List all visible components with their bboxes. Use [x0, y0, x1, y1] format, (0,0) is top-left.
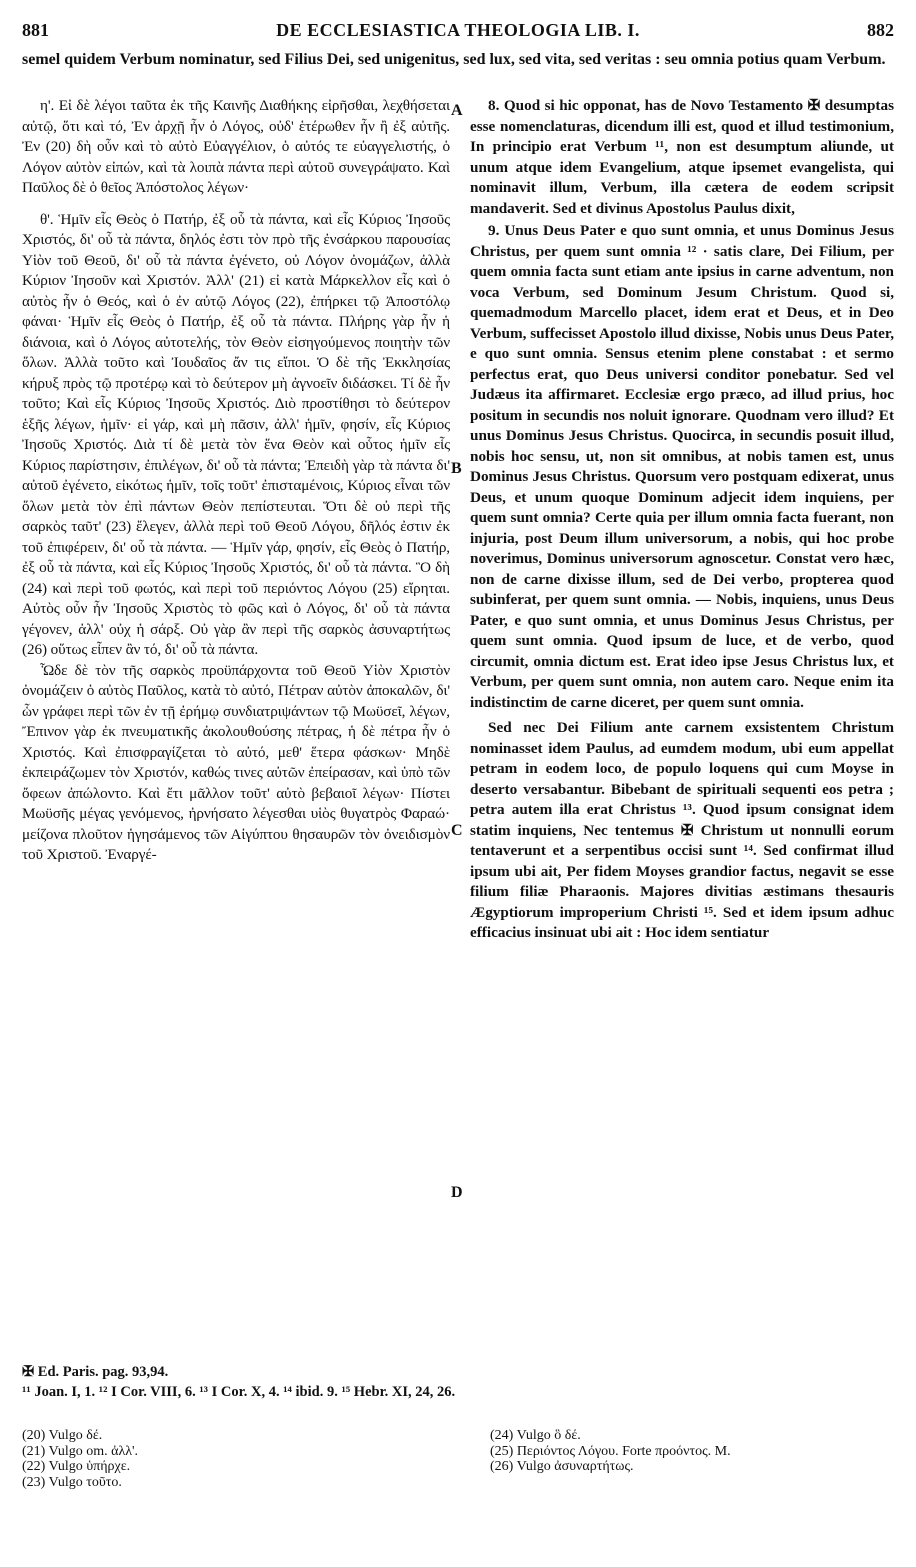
margin-letter-c: C — [451, 822, 463, 839]
footnote-24: (24) Vulgo ὃ δέ. — [490, 1428, 581, 1443]
latin-paragraph-8: 8. Quod si hic opponat, has de Novo Testamento ✠ desumptas esse nomenclaturas, dicendum illi est, quod et illud testimonium, In principio erat Verbum ¹¹, non est desumptum aliunde, ut unum atque idem Evangelium, atque ipsemet evangelista, qui nominavit illum, Verbum, illa cætera de eodem scripsit mandaverit. Sed et divinus Apostolus Paulus dixit, — [470, 97, 894, 217]
greek-paragraph-9: θ'. Ἡμῖν εἷς Θεὸς ὁ Πατήρ, ἐξ οὗ τὰ πάντα, καὶ εἷς Κύριος Ἰησοῦς Χριστός, δι' οὗ τὰ πάντα, δηλός ἐστι τὸν πρὸ τῆς ἐνσάρκου παρουσίας Υἱὸν τοῦ Θεοῦ, δι' οὗ τὰ πάντα ἐγένετο, οὐ Λόγον ὀνομάζων, ἀλλὰ Κύριον Ἰησοῦν καὶ Χριστόν. Ἀλλ' (21) εἰ κατὰ Μάρκελλον εἷς καὶ ὁ αὐτὸς ἦν ὁ Θεός, καὶ ὁ ἐν αὐτῷ Λόγος (22), ἐπήρκει τῷ Ἀποστόλῳ φάναι· Ἡμῖν εἷς Θεὸς ὁ Πατήρ, ἐξ οὗ τὰ πάντα. Πλήρης γὰρ ἦν ἡ διάνοια, καὶ ὁ Λόγος αὐτοτελής, τὸν Θεὸν εἰσηγούμενος ποιητὴν τῶν ὅλων. Ἀλλὰ τοῦτο καὶ Ἰουδαῖος ἄν τις εἴποι. Ὁ δὲ τῆς Ἐκκλησίας κήρυξ πρὸς τῷ προτέρῳ καὶ τὸ δεύτερον μὴ ἀγνοεῖν διδάσκει. Τί δὲ ἦν τοῦτο; Καὶ εἷς Κύριος Ἰησοῦς Χριστός. Διὸ προστίθησι τὸ δεύτερον ἑξῆς λέγων, ἡμῖν· εἰ γάρ, καὶ μὴ πᾶσιν, ἀλλ' ἡμῖν, φησίν, εἷς Κύριος Ἰησοῦς Χριστός. Διὰ τί δὲ μετὰ τὸν ἕνα Θεὸν καὶ οὗτος ἡμῖν εἷς Κύριος παρίστησιν, ἐπιλέγων, δι' οὗ τὰ πάντα; Ἐπειδὴ γὰρ τὰ πάντα δι' αὐτοῦ ἐγένετο, εἰκότως ἡμῖν, τοῖς τοῦτ' ἐπισταμένοις, Κύριος εἶναι τῶν ὅλων μετὰ τὸν ἐπὶ πάντων Θεὸν πεπίστευται. Ὅτι δὲ οὐ περὶ τῆς σαρκὸς ταῦτ' (23) ἔλεγεν, ἀλλὰ περὶ τοῦ Θεοῦ Λόγου, δῆλός ἐστιν ἐκ τοῦ ἐπιφέρειν, δι' οὗ τὰ πάντα. — Ἡμῖν γάρ, φησίν, εἷς Θεὸς ὁ Πατήρ, ἐξ οὗ τὰ πάντα, καὶ εἷς Κύριος Ἰησοῦς Χριστός, δι' οὗ τὰ πάντα. Ὃ δὴ (24) καὶ περὶ τοῦ φωτός, καὶ περὶ τοῦ περιόντος Λόγου (25) εἴρηται. Αὐτὸς οὖν ἦν Ἰησοῦς Χριστὸς τὸ φῶς καὶ ὁ Λόγος, δι' οὗ τὰ πάντα γέγονεν, ἀλλ' οὐχ ἡ σάρξ. Οὐ γὰρ ἂν περὶ τῆς σαρκὸς ἀσυναρτήτως (26) οὕτως εἶπεν ἂν τό, δι' οὗ τὰ πάντα. — [22, 210, 450, 658]
running-header — [22, 20, 894, 46]
page-number-right: 882 — [867, 20, 894, 40]
scripture-references: ¹¹ Joan. I, 1. ¹² I Cor. VIII, 6. ¹³ I Cor. X, 4. ¹⁴ ibid. 9. ¹⁵ Hebr. XI, 24, 26. — [22, 1384, 456, 1400]
margin-letter-b: B — [451, 460, 462, 477]
latin-paragraph-continuation: Sed nec Dei Filium ante carnem exsistentem Christum nominasset idem Paulus, ad eumdem modum, ubi eum appellat petram in eodem loco, de populo loquens qui cum Moyse in deserto versabantur. Bibebant de spirituali sequenti eos petra ; petra autem illa erat Christus ¹³. Quod ipsum consignat idem statim inquiens, Nec tentemus ✠ Christum ut nonnulli eorum tentaverunt et a serpentibus occisi sunt ¹⁴. Sed confirmat illud ipsum ubi ait, Per fidem Moyses grandior factus, negavit se esse filium filiæ Pharaonis. Majores divitias æstimans thesauris Ægyptiorum improperium Christi ¹⁵. Sed et idem ipsum adhuc efficacius insinuat ubi ait : Hoc idem sentiatur — [470, 719, 894, 941]
page-number-left: 881 — [22, 20, 49, 40]
greek-column — [22, 96, 450, 866]
footnote-21: (21) Vulgo om. ἀλλ'. — [22, 1443, 139, 1459]
running-title: DE ECCLESIASTICA THEOLOGIA LIB. I. — [276, 20, 640, 40]
footnote-25: (25) Περιόντος Λόγου. Forte προόντος. M. — [490, 1443, 731, 1459]
footnotes-right — [490, 1428, 890, 1475]
margin-letter-d: D — [451, 1184, 463, 1201]
footnote-23: (23) Vulgo τοῦτο. — [22, 1474, 122, 1490]
footnote-20: (20) Vulgo δέ. — [22, 1428, 103, 1443]
greek-paragraph-continuation: Ὧδε δὲ τὸν τῆς σαρκὸς προϋπάρχοντα τοῦ Θεοῦ Υἱὸν Χριστὸν ὀνομάζειν ὁ αὐτὸς Παῦλος, κατὰ τὸ αὐτό, Πέτραν αὐτὸν ἀποκαλῶν, δι' ὧν γράφει περὶ τῶν ἐν τῇ ἐρήμῳ συνδιατριψάντων τῷ Μωϋσεῖ, λέγων, Ἔπινον γὰρ ἐκ πνευματικῆς ἀκολουθούσης πέτρας, ἡ δὲ πέτρα ἦν ὁ Χριστός. Καὶ ἐπισφραγίζεται τὸ αὐτό, μεθ' ἕτερα φάσκων· Μηδὲ ἐκπειράζωμεν τὸν Χριστόν, καθώς τινες αὐτῶν ἐπείρασαν, καὶ ὑπὸ τῶν ὄφεων ἀπώλοντο. Καὶ ἔτι μᾶλλον τοῦτ' αὐτὸ βεβαιοῖ λέγων· Πίστει Μωϋσῆς μέγας γενόμενος, ἠρνήσατο λέγεσθαι υἱὸς θυγατρὸς Φαραώ· μείζονα πλοῦτον ἡγησάμενος τῶν Αἰγύπτου θησαυρῶν τὸν ὀνειδισμὸν τοῦ Χριστοῦ. Ἐναργέ- — [22, 661, 450, 863]
edition-note: ✠ Ed. Paris. pag. 93,94. — [22, 1364, 169, 1380]
footnotes-references — [22, 1362, 894, 1402]
footnote-22: (22) Vulgo ὑπήρχε. — [22, 1459, 131, 1474]
footnote-26: (26) Vulgo ἀσυναρτήτως. — [490, 1459, 634, 1474]
margin-letter-a: A — [451, 102, 463, 119]
greek-paragraph-8: η'. Εἰ δὲ λέγοι ταῦτα ἐκ τῆς Καινῆς Διαθήκης εἰρῆσθαι, λεχθήσεται αὐτῷ, ὅτι καὶ τό, Ἐν ἀρχῇ ἦν ὁ Λόγος, οὐδ' ἑτέρωθεν ἦν ἢ ἐξ αὐτῆς. Ἐν (20) δὴ οὖν καὶ τὸ αὐτὸ Εὐαγγέλιον, ὁ αὐτός τε εὐαγγελιστής, ὁ Λόγον αὐτὸν εἰπών, καὶ τὰ λοιπὰ πάντα περὶ αὐτοῦ συνεγράψατο. Καὶ Παῦλος δὲ ὁ θεῖος Ἀπόστολος λέγων· — [22, 97, 450, 196]
latin-paragraph-9: 9. Unus Deus Pater e quo sunt omnia, et unus Dominus Jesus Christus, per quem sunt omnia ¹² · satis clare, Dei Filium, per quem omnia facta sunt etiam ante ipsius in carne adventum, non voca Verbum, sed Dominum Jesum Christum. Quod si, quemadmodum Marcello placet, idem erat et Deus, et in Deo Verbum, suffecisset Apostolo illud dixisse, Nobis unus Deus Pater, e quo sunt omnia. Sensus etenim plene constabat : et sermo perfectus erat, quo Deus universi conditor ponebatur. Sed vel Judæus ita affirmaret. Ecclesiæ ergo præco, ad illud prius, hoc positum in secundis nos noluit ignorare. Quodnam vero illud? Et unus Dominus Jesus Christus. Quocirca, in secundis posuit illud, nobis hoc sensu, ut, non sit omnibus, at nobis tamen est, unus Dominus Jesus Christus. Quorsum vero postquam edixerat, unus Deus, et unum quoque Dominum adjecit idem inquiens, per quem sunt omnia? Certe quia per illum omnia facta fuerant, non injuria, post Deum illum universorum, a nobis, qui hoc probe noverimus, Dominus universorum agnoscetur. Constat vero hæc, non de carne dixisse illum, sed de Dei verbo, propterea quod subinferat, per quem sunt omnia. — Nobis, inquiens, unus Deus Pater, e quo sunt omnia, et unus Dominus Jesus Christus, per quem sunt omnia. Quod ipsum de luce, et de verbo, quod circumit, omnia dictum est. Erat ideo ipse Jesus Christus lux, et Verbum, per quem sunt omnia, non autem caro. Neque enim ita indistinctim de carne diceret, per quem sunt omnia. — [470, 222, 894, 711]
latin-column — [470, 96, 894, 944]
footnotes-left — [22, 1428, 422, 1490]
opening-latin-text: semel quidem Verbum nominatur, sed Filius Dei, sed unigenitus, sed lux, sed vita, sed veritas : seu omnia potius quam Verbum. — [22, 51, 886, 68]
